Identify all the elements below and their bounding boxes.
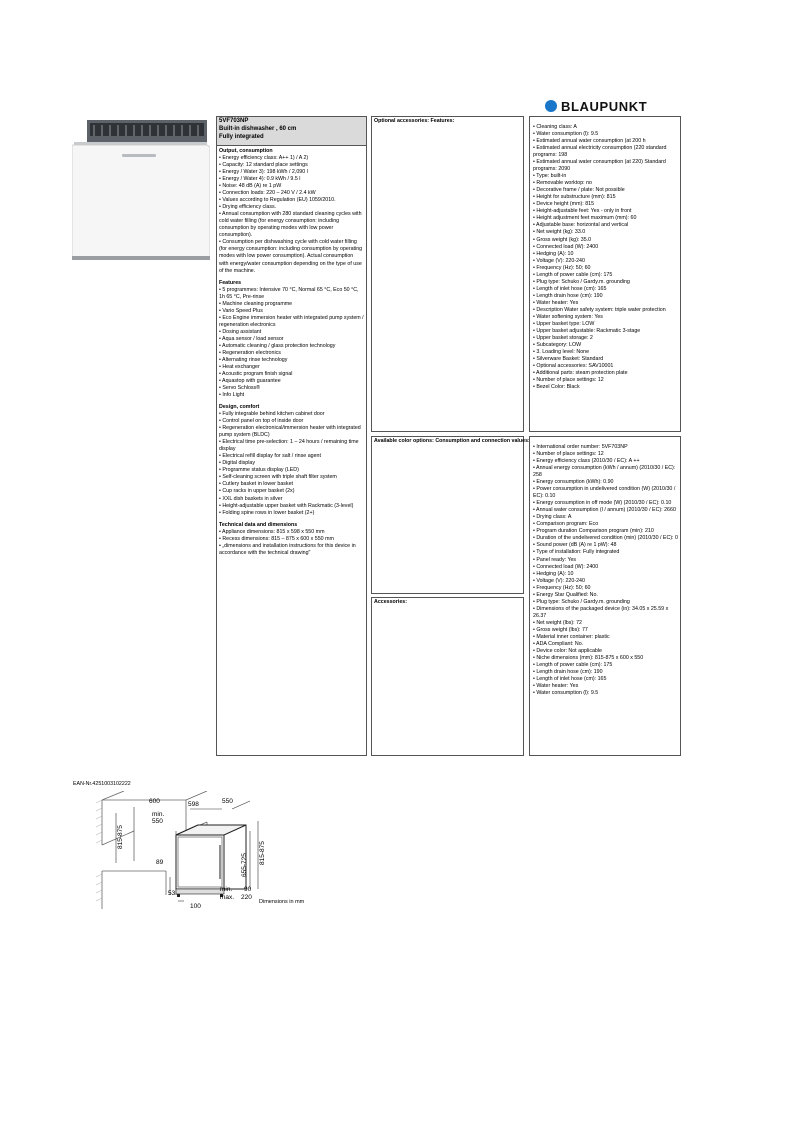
spec-item: • Estimated annual water consumption (at 220) Standard programs: 2090	[533, 159, 666, 173]
optional-accessories-header: Optional accessories: Features:	[374, 118, 455, 124]
feature-item: • Automatic cleaning / glass protection technology	[219, 342, 336, 349]
spec-item: • Cleaning class: A	[533, 124, 577, 130]
output-item: • Noise: 48 dB (A) re 1 pW	[219, 183, 282, 190]
dishwasher-photo	[72, 116, 210, 262]
design-item: • Height-adjustable upper basket with Rackmatic (3-level)	[219, 502, 354, 509]
spec-item: • International order number: 5VF703NP	[533, 444, 628, 450]
dim-100: 100	[190, 903, 201, 909]
spec-item: • Comparison program: Eco	[533, 521, 599, 528]
spec-item: • Frequency (Hz): 50; 60	[533, 264, 591, 271]
spec-item: • Estimated annual water consumption (at 200 h	[533, 138, 646, 145]
feature-item: • Regeneration electronics	[219, 349, 281, 356]
product-description-column	[216, 116, 367, 756]
spec-item: • Frequency (Hz): 50; 60	[533, 584, 591, 591]
spec-item: • Drying class: A	[533, 514, 572, 521]
design-item: • XXL dish baskets in silver	[219, 495, 283, 502]
dim-53: 53	[168, 890, 176, 897]
dim-815-875b: 815-875	[259, 841, 266, 865]
design-item: • Control panel on top of inside door	[219, 418, 304, 425]
spec-item: • Net weight (lbs): 72	[533, 619, 582, 626]
installation-drawing	[94, 791, 298, 909]
spec-item: • Niche dimensions (mm): 815-875 x 600 x 550	[533, 654, 644, 661]
logo-dot-icon	[545, 100, 557, 112]
output-item: • Values according to Regulation (EU) 1059/2010.	[219, 197, 336, 204]
spec-item: • Adjustable base: horizontal and vertical	[533, 222, 629, 229]
drawing-caption: Dimensions in mm	[259, 899, 305, 905]
spec-item: • Subcategory: LOW	[533, 341, 582, 348]
feature-item: • Heat exchanger	[219, 363, 260, 370]
feature-item: • 5 programmes: Intensive 70 °C, Normal 65 °C, Eco 50 °C, 1h 65 °C, Pre-rinse	[219, 286, 359, 300]
spec-item: • Panel ready: Yes	[533, 556, 577, 563]
model-number: 5VF703NP	[219, 118, 249, 124]
spec-item: • Type: built-in	[533, 173, 567, 180]
output-list	[219, 155, 364, 275]
feature-item: • Alternating rinse technology	[219, 356, 288, 363]
dim-655-725: 655-725	[241, 853, 248, 877]
spec-item: • Length of power cable (cm): 175	[533, 271, 613, 278]
output-item: • Energy / Water 3): 198 kWh / 2,090 l	[219, 169, 308, 176]
dim-min2: min.	[220, 886, 233, 893]
spec-item: • Energy Star Qualified: No.	[533, 591, 598, 598]
spec-item: • Height for substructure (mm): 815	[533, 194, 616, 201]
spec-item: • Plug type: Schuko / Gardy.m. grounding	[533, 598, 630, 605]
feature-item: • Dosing assistant	[219, 328, 262, 335]
output-item: • Connection loads: 220 – 240 V / 2.4 kW	[219, 190, 316, 197]
design-section-title: Design, comfort	[219, 404, 260, 411]
spec-item: • Energy consumption in off mode (W) (2010/30 / EC): 0.10	[533, 500, 672, 507]
design-item: • Cup racks in upper basket (2x)	[219, 488, 295, 495]
feature-item: • Servo Schloss®	[219, 385, 261, 392]
spec-item: • Hedging (A): 10	[533, 250, 574, 257]
design-item: • Electrical time pre-selection: 1 – 24 hours / remaining time display	[219, 439, 359, 453]
features-section-title: Features	[219, 279, 242, 286]
feature-item: • Aqua sensor / load sensor	[219, 335, 284, 342]
product-title-block	[217, 117, 366, 146]
spec-item: • Length of inlet hose (cm): 165	[533, 676, 607, 683]
ean-number: EAN-Nr.4251003102222	[73, 781, 131, 787]
feature-item: • Info Light	[219, 392, 245, 399]
spec-item: • Hedging (A): 10	[533, 570, 574, 577]
spec-item: • Duration of the undelivered condition (min) (2010/30 / EC): 0	[533, 535, 678, 542]
spec-item: • Removable worktop: no	[533, 180, 592, 187]
output-item: • Consumption per dishwashing cycle with cold water filling (for energy consumption: including consumption by operating modes with low power consumption). Actual consumption with energy/water consumption depending on the type of use of the machine.	[219, 239, 363, 274]
spec-item: • ADA Compliant: No.	[533, 640, 584, 647]
design-item: • Regeneration electronical/immersion heater with integrated pump system (BLDC)	[219, 425, 361, 439]
spec-item: • Length of power cable (cm): 175	[533, 661, 613, 668]
spec-item: • Length drain hose (cm): 190	[533, 292, 603, 299]
spec-item: • Bezel Color: Black	[533, 384, 580, 391]
spec-item: • Water softening system: Yes	[533, 313, 603, 320]
design-item: • Cutlery basket in lower basket	[219, 481, 293, 488]
output-item: • Annual consumption with 280 standard cleaning cycles with cold water filling (for energy consumption: including consumption by operating modes with low power consumption).	[219, 211, 362, 239]
spec-item: • Description Water safety system: triple water protection	[533, 306, 666, 313]
spec-item: • Number of place settings: 12	[533, 377, 604, 384]
spec-item: • Connected load (W): 2400	[533, 243, 599, 250]
spec-item: • Type of installation: Fully integrated	[533, 549, 620, 556]
feature-item: • Machine cleaning programme	[219, 300, 293, 307]
tech-item: • Recess dimensions: 815 – 875 x 600 x 550 mm	[219, 535, 334, 542]
features-list	[219, 287, 364, 400]
installation-type: Fully integrated	[219, 133, 264, 140]
spec-item: • Dimensions of the packaged device (in): 34.05 x 25.59 x 26.37	[533, 605, 669, 619]
output-item: • Drying efficiency class.	[219, 204, 277, 211]
spec-item: • Connected load (W): 2400	[533, 563, 599, 570]
spec-item: • Water consumption (l): 9.5	[533, 690, 599, 697]
specs-list-top	[530, 117, 680, 393]
spec-item: • Annual energy consumption (kWh / annum) (2010/30 / EC): 258	[533, 465, 676, 479]
spec-item: • Length drain hose (cm): 190	[533, 669, 603, 675]
spec-item: • Water consumption (l): 9.5	[533, 131, 599, 138]
spec-item: • Length of inlet hose (cm): 165	[533, 285, 607, 292]
specs-box-top	[529, 116, 681, 432]
output-section-title: Output, consumption	[219, 148, 273, 154]
spec-item: • Plug type: Schuko / Gardy.m. grounding	[533, 278, 630, 285]
feature-item: • Eco Engine immersion heater with integrated pump system / regeneration electronics	[219, 314, 364, 328]
spec-item: • Silverware Basket: Standard	[533, 356, 604, 363]
design-item: • Self-cleaning screen with triple shaft filter system	[219, 474, 337, 481]
available-colors-header: Available color options: Consumption and connection values:	[374, 438, 530, 444]
dim-815-875a: 815-875	[117, 825, 124, 849]
spec-item: • Upper basket adjustable: Rackmatic 3-stage	[533, 327, 641, 334]
optional-accessories-box	[371, 116, 524, 432]
spec-item: • 3. Loading level: None	[533, 349, 590, 355]
spec-item: • Gross weight (lbs): 77	[533, 626, 588, 633]
brand-logo	[545, 98, 647, 114]
output-item: • Energy efficiency class: A++ 1) / A 2)	[219, 155, 309, 162]
design-list	[219, 411, 364, 516]
spec-item: • Device height (mm): 815	[533, 201, 595, 208]
product-name: Built-in dishwasher , 60 cm	[219, 125, 297, 132]
spec-item: • Water heater: Yes	[533, 683, 579, 690]
spec-item: • Voltage (V): 220-240	[533, 257, 585, 264]
tech-section-title: Technical data and dimensions	[219, 521, 298, 528]
spec-item: • Program duration Comparison program (min): 210	[533, 528, 654, 535]
dim-220: 220	[241, 894, 252, 901]
spec-item: • Additional parts: steam protection plate	[533, 370, 628, 377]
dim-550a: 550	[152, 818, 163, 825]
spec-item: • Water heater: Yes	[533, 299, 579, 306]
design-item: • Programme status display (LED)	[219, 467, 299, 474]
spec-item: • Sound power (dB (A) re 1 pW): 48	[533, 542, 617, 549]
dim-600: 600	[149, 798, 160, 805]
dim-598: 598	[188, 801, 199, 808]
spec-item: • Decorative frame / plate: Not possible	[533, 187, 625, 194]
dim-550b: 550	[222, 798, 233, 805]
logo-text: BLAUPUNKT	[561, 98, 648, 114]
spec-item: • Height-adjustable feet: Yes - only in front	[533, 208, 632, 215]
spec-item: • Estimated annual electricity consumption (220 standard programs: 198	[533, 145, 667, 159]
output-item: • Energy / Water 4): 0.9 kWh / 9.5 l	[219, 176, 301, 183]
spec-item: • Energy consumption (kWh): 0.90	[533, 479, 614, 486]
specs-box-bottom	[529, 436, 681, 756]
spec-item: • Gross weight (kg): 35.0	[533, 236, 592, 243]
spec-item: • Voltage (V): 220-240	[533, 577, 585, 584]
output-item: • Capacity: 12 standard place settings	[219, 162, 308, 169]
feature-item: • Aquastop with guarantee	[219, 378, 281, 384]
dim-90: 90	[244, 886, 252, 893]
design-item: • Fully integrable behind kitchen cabinet door	[219, 411, 325, 418]
spec-item: • Annual water consumption (l / annum) (2010/30 / EC): 2660	[533, 507, 676, 514]
dim-min: min.	[152, 811, 165, 818]
spec-item: • Energy efficiency class (2010/30 / EC): A ++	[533, 458, 640, 465]
spec-item: • Material inner container: plastic	[533, 633, 610, 640]
tech-item: • „dimensions and installation instructions for this device in accordance with the technical drawing"	[219, 542, 356, 556]
spec-item: • Power consumption in undelivered condition (W) (2010/30 / EC): 0.10	[533, 486, 676, 500]
spec-item: • Upper basket storage: 2	[533, 334, 593, 341]
spec-item: • Number of place settings: 12	[533, 451, 604, 458]
spec-item: • Optional accessories: SAV10001	[533, 363, 614, 370]
design-item: • Electrical refill display for salt / rinse agent	[219, 453, 321, 460]
specs-list-bottom	[530, 437, 680, 699]
tech-item: • Appliance dimensions: 815 x 598 x 550 mm	[219, 528, 325, 535]
tech-list	[219, 529, 364, 557]
design-item: • Digital display	[219, 460, 256, 467]
design-item: • Folding spine rows in lower basket (2+)	[219, 509, 315, 516]
spec-item: • Net weight (kg): 33.0	[533, 229, 586, 236]
spec-item: • Device color: Not applicable	[533, 647, 602, 654]
accessories-header: Accessories:	[374, 599, 407, 605]
spec-item: • Upper basket type: LOW	[533, 320, 595, 327]
available-colors-box	[371, 436, 530, 594]
dim-89: 89	[156, 859, 164, 866]
dim-max: max.	[220, 894, 235, 901]
feature-item: • Acoustic program finish signal	[219, 370, 293, 377]
feature-item: • Vario Speed Plus	[219, 307, 263, 314]
accessories-box	[371, 597, 524, 756]
spec-item: • Height adjustment feet maximum (mm): 60	[533, 215, 637, 222]
